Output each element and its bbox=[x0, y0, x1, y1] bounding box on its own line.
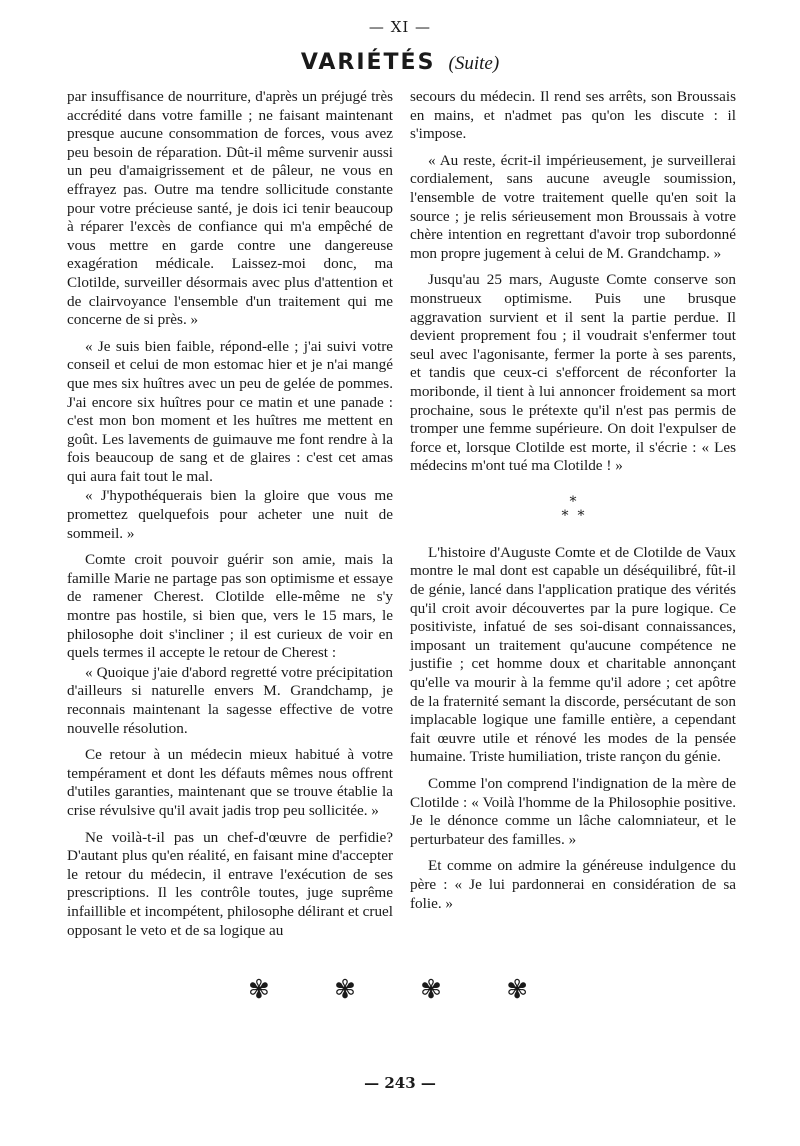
paragraph: par insuffisance de nourriture, d'après un préjugé très accrédité dans votre famille ; ne faisant maintenant presque aucune consommation de forces, vous avez peu besoin de réparation. Dût-il même survenir aussi un peu d'amaigrissement et de pâleur, ne vous en effrayez pas. Outre ma tendre sollicitude constante pour votre précieuse santé, je dois ici tenir beaucoup à réparer l'excès de confiance qui m'a empêché de vous mettre en garde contre une dangereuse exagération médicale. Laissez-moi donc, ma Clotilde, surveiller désormais avec plus d'attention et de clairvoyance l'ensemble d'un traitement qui me concerne de si près. » bbox=[67, 88, 393, 329]
paragraph: « Au reste, écrit-il impérieusement, je surveillerai cordialement, sans aucune aveugle soumission, l'ensemble de votre traitement quelle qu'en soit la source ; je relis sérieusement mon Broussais à votre chère intention en regrettant d'avoir trop subordonné mon propre jugement à celui de M. Grandchamp. » bbox=[410, 151, 736, 262]
section-header bbox=[0, 50, 800, 75]
ornament-row bbox=[0, 975, 800, 1005]
section-title: VARIÉTÉS bbox=[300, 50, 436, 75]
paragraph: Ce retour à un médecin mieux habitué à votre tempérament et dont les défauts mêmes nous offrent d'utiles garanties, maintenant que se trouve établie la crise révulsive qu'il avait jadis trop peu sollicitée. » bbox=[67, 746, 393, 819]
asterism-separator bbox=[410, 494, 736, 528]
paragraph: Jusqu'au 25 mars, Auguste Comte conserve son monstrueux optimisme. Puis une brusque aggravation survient et il sent la partie perdue. Il devient proprement fou ; il voudrait s'enfermer tout seul avec l'agonisante, fermer la porte à ses parents, et tandis que ceux-ci s'efforcent de réconforter la moribonde, il tient à lui annoncer froidement sa mort prochaine, sous le prétexte qu'il n'est pas permis de tromper une femme supérieure. On doit l'expulser de force et, lorsque Clotilde est morte, il s'écrie : « Les médecins m'ont tué ma Clotilde ! » bbox=[410, 271, 736, 475]
paragraph: Et comme on admire la généreuse indulgence du père : « Je lui pardonnerai en considération de sa folie. » bbox=[410, 857, 736, 912]
right-column bbox=[410, 88, 736, 914]
paragraph: Comme l'on comprend l'indignation de la mère de Clotilde : « Voilà l'homme de la Philosophie positive. Je le dénonce comme un lâche calomniateur, et le perturbateur des familles. » bbox=[410, 775, 736, 848]
svg-text:*: * bbox=[569, 493, 577, 510]
flower-ornament-icon: ✾ bbox=[248, 975, 294, 1005]
paragraph: « Je suis bien faible, répond-elle ; j'ai suivi votre conseil et celui de mon estomac hier et je n'ai mangé que mes six huîtres avec un peu de gelée de pommes. J'ai encore six huîtres pour ce matin et une panade : c'est mon bon moment et les huîtres me mettent en goût. Les lavements de guimauve me font rendre à la fois beaucoup de sang et de glaires : c'est cet amas qui aura fait tout le mal. bbox=[67, 337, 393, 485]
roman-page-number: — XI — bbox=[368, 18, 432, 36]
page-number: — 243 — bbox=[364, 1074, 436, 1092]
section-subtitle: (Suite) bbox=[448, 53, 500, 74]
flower-ornament-icon: ✾ bbox=[334, 975, 380, 1005]
paragraph: L'histoire d'Auguste Comte et de Clotilde de Vaux montre le mal dont est capable un déséquilibré, fût-il de génie, lancé dans l'application pratique des vérités qu'il croit avoir découvertes par la pure logique. Ce positiviste, infatué de ses soi-disant connaissances, imposant un traitement qu'aucune compétence ne justifie ; cet homme doux et charitable annonçant qu'elle va mourir à la femme qu'il adore ; cet apôtre de la fraternité semant la discorde, persécutant de son implacable logique une famille entière, a cependant fait œuvre utile et rénové les modes de la pensée humaine. Triste humiliation, triste rançon du génie. bbox=[410, 543, 736, 766]
paragraph: « Quoique j'aie d'abord regretté votre précipitation d'ailleurs si naturelle envers M. Grandchamp, je reconnais maintenant la sagesse effective de votre nouvelle résolution. bbox=[67, 663, 393, 737]
flower-ornament-icon: ✾ bbox=[420, 975, 466, 1005]
svg-text:*: * bbox=[577, 507, 585, 524]
flower-ornament-icon: ✾ bbox=[506, 975, 552, 1005]
paragraph: « J'hypothéquerais bien la gloire que vous me promettez quelquefois pour acheter une nuit de sommeil. » bbox=[67, 487, 393, 542]
asterism-icon bbox=[553, 494, 593, 528]
paragraph: Ne voilà-t-il pas un chef-d'œuvre de perfidie? D'autant plus qu'en réalité, en faisant mine d'accepter le retour du médecin, il entrave l'exécution de ses prescriptions. Il les contrôle toutes, juge suprême infaillible et incompétent, philosophe délirant et cruel opposant le veto et de sa logique au bbox=[67, 828, 394, 939]
paragraph: secours du médecin. Il rend ses arrêts, son Broussais en mains, et n'admet pas qu'on les discute : il s'impose. bbox=[410, 88, 736, 143]
paragraph: Comte croit pouvoir guérir son amie, mais la famille Marie ne partage pas son optimisme et essaye de ramener Cherest. Clotilde elle-même ne s'y montre pas hostile, si bien que, vers le 15 mars, le philosophe doit s'incliner ; il est curieux de voir en quels termes il accepte le retour de Cherest : bbox=[67, 551, 393, 662]
svg-text:*: * bbox=[561, 507, 569, 524]
left-column bbox=[67, 88, 393, 941]
